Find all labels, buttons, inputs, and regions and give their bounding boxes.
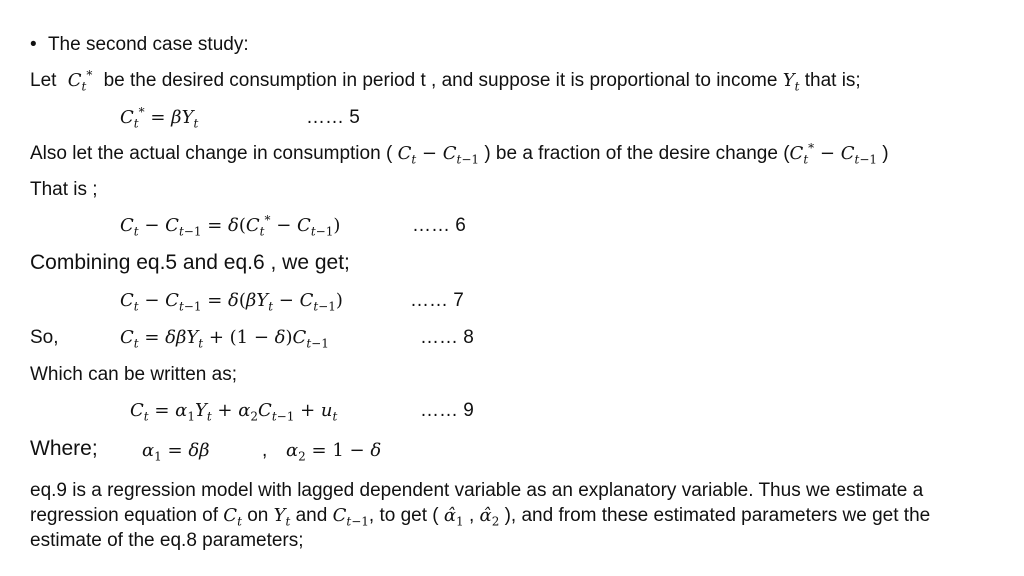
let-intro: Let — [30, 70, 57, 91]
bullet-icon: • — [30, 34, 37, 55]
equation-6 — [120, 215, 340, 237]
let-rest: be the desired consumption in period t , and suppose it is proportional to income — [103, 70, 778, 91]
math-ctm1-para: $C_{t-1}$ — [332, 505, 369, 529]
para-end: ), and from these estimated parameters we get the estimate of the eq.8 parameters; — [30, 505, 931, 551]
equation-7-math: $C_t - C_{t-1} = \delta(\beta Y_t - C_{t-1})$ — [120, 290, 343, 314]
para-and: and — [295, 505, 328, 526]
math-alpha1-hat: $\alphâ_1$ — [443, 505, 464, 529]
alpha-1-def — [142, 440, 210, 462]
math-ct-star: $C_t^*$ — [67, 68, 93, 94]
bullet-line — [30, 34, 249, 56]
also-end: ) — [882, 143, 889, 164]
math-alpha2-hat: $\alphâ_2$ — [479, 505, 500, 529]
also-start: Also let the actual change in consumption ( — [30, 143, 393, 164]
so-label: So, — [30, 327, 59, 348]
equation-8 — [120, 327, 329, 349]
math-yt-para: $Y_t$ — [273, 505, 291, 529]
equation-5-number: …… 5 — [306, 107, 360, 128]
explanation-paragraph — [30, 478, 970, 553]
equation-6-number: …… 6 — [412, 215, 466, 236]
equation-7-number: …… 7 — [410, 290, 464, 311]
which-line: Which can be written as; — [30, 364, 237, 385]
math-actual-change: $C_t - C_{t-1}$ — [397, 143, 480, 167]
equation-6-math: $C_t - C_{t-1} = \delta(C_t^* - C_{t-1})$ — [120, 213, 341, 239]
where-comma: , — [262, 440, 268, 461]
para-toget: , to get ( — [368, 505, 439, 526]
let-end: that is; — [804, 70, 861, 91]
para-sep: , — [468, 505, 475, 526]
math-yt: $Y_t$ — [782, 70, 800, 94]
combining-line: Combining eq.5 and eq.6 , we get; — [30, 251, 350, 274]
that-is-line: That is ; — [30, 179, 98, 200]
alpha-2-math: $\alpha_2 = 1 - \delta$ — [286, 440, 382, 464]
equation-9 — [130, 400, 337, 422]
equation-5-math: $C_t^* = \beta Y_t$ — [120, 105, 199, 131]
alpha-1-math: $\alpha_1 = \delta\beta$ — [142, 440, 210, 464]
math-desired-change: $C_t^* - C_{t-1}$ — [789, 141, 878, 167]
let-line — [30, 70, 861, 92]
bullet-text: The second case study: — [47, 34, 249, 55]
math-ct-para: $C_t$ — [223, 505, 242, 529]
equation-5 — [120, 107, 198, 129]
alpha-2-def — [286, 440, 381, 462]
equation-7 — [120, 290, 343, 312]
where-label: Where; — [30, 437, 98, 460]
para-on: on — [247, 505, 269, 526]
equation-9-math: $C_t = \alpha_1Y_t + \alpha_2C_{t-1} + u_t$ — [130, 400, 338, 424]
equation-8-number: …… 8 — [420, 327, 474, 348]
equation-8-math: $C_t = \delta\beta Y_t + (1 - \delta)C_{t-1}$ — [120, 327, 329, 351]
para-text-1: eq.9 is a regression model with lagged dependent variable as an explanatory variable. Thus we estimate a regression equation of — [30, 480, 924, 526]
also-line — [30, 143, 889, 165]
equation-9-number: …… 9 — [420, 400, 474, 421]
also-mid: ) be a fraction of the desire change ( — [484, 143, 790, 164]
